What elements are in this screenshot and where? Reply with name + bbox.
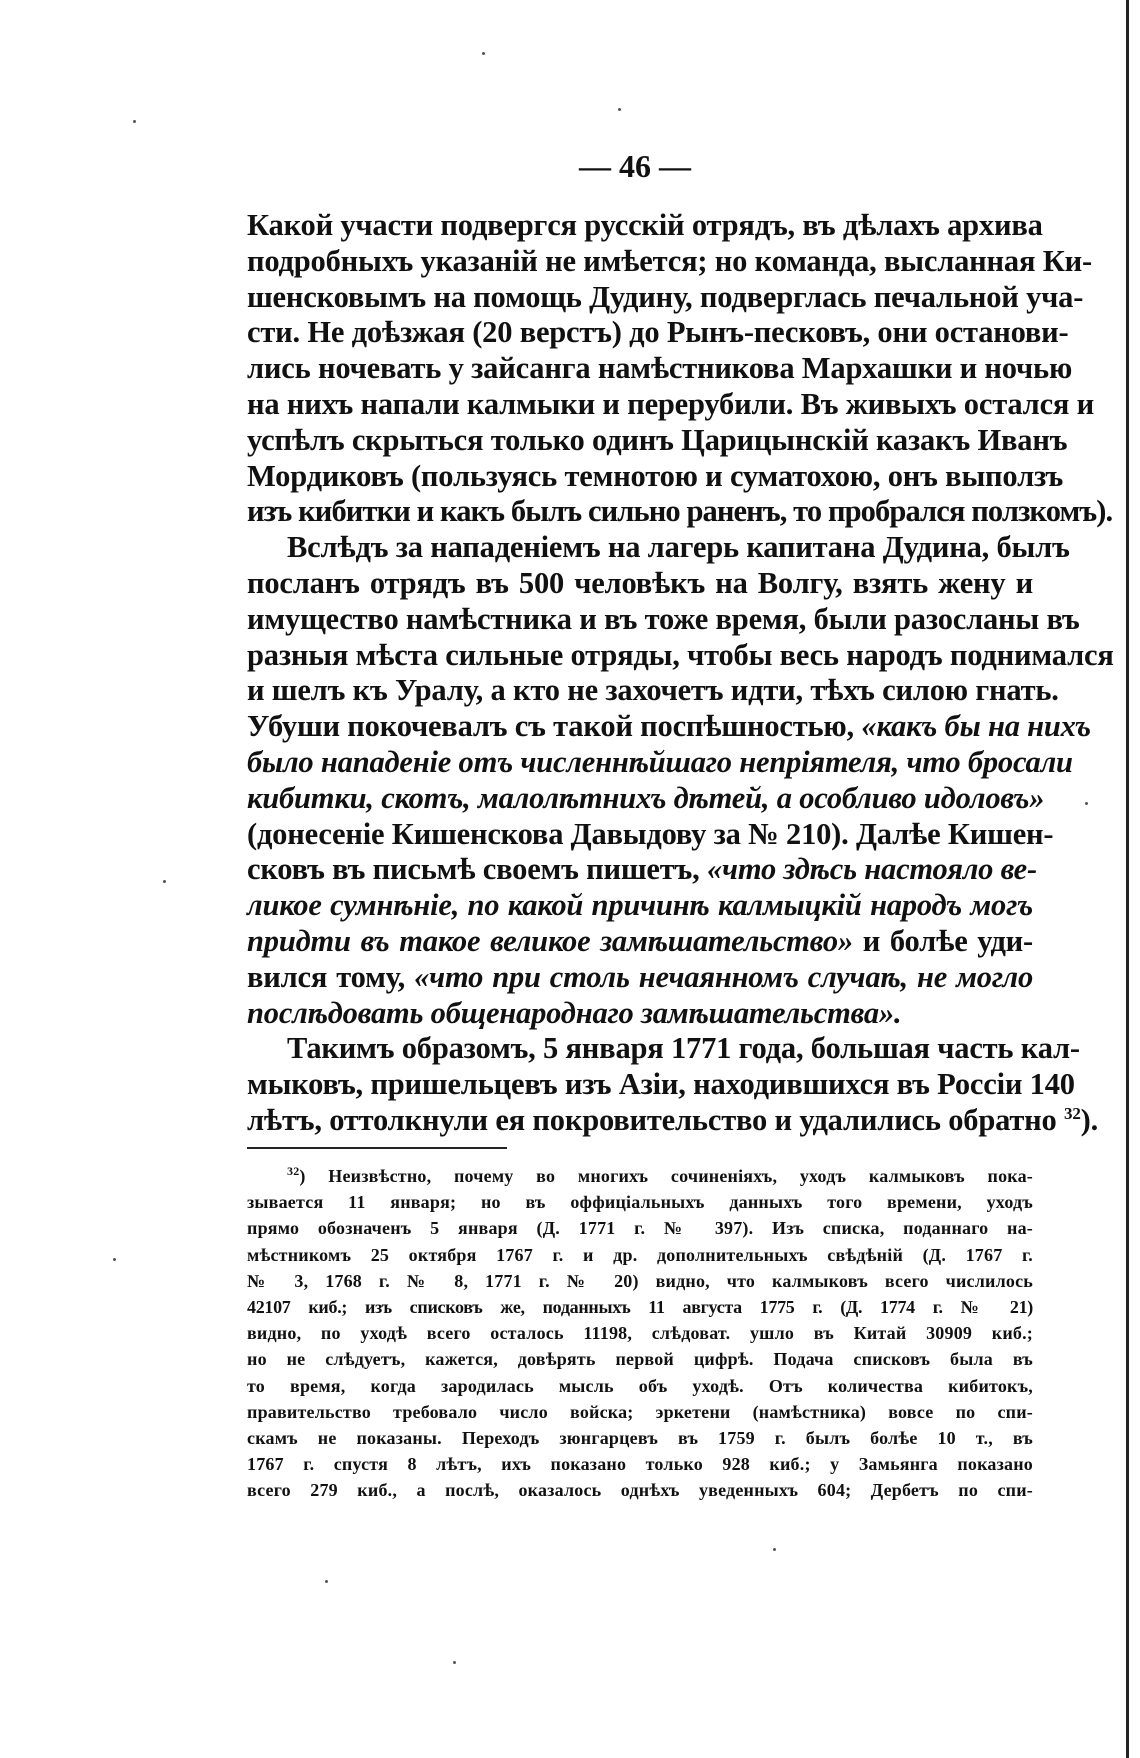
- text-line: разныя мѣста сильные отряды, чтобы весь народъ поднимался: [247, 637, 1114, 672]
- footnote: [247, 1163, 1033, 1504]
- text-line: подробныхъ указаній не имѣется; но команда, высланная Ки-: [247, 243, 1092, 278]
- footnote-line: 42107 киб.; изъ списковъ же, поданныхъ 11 августа 1775 г. (Д. 1774 г. № 21): [247, 1297, 1033, 1318]
- footnote-divider: [247, 1147, 507, 1149]
- plain-text: вился тому,: [247, 959, 415, 994]
- footnote-line: прямо обозначенъ 5 января (Д. 1771 г. № 397). Изъ списка, поданнаго на-: [247, 1218, 1033, 1239]
- text-line: шенсковымъ на помощь Дудину, подверглась печальной уча-: [247, 279, 1084, 314]
- paragraph-1: [247, 208, 1113, 530]
- scan-speck: [325, 1580, 328, 1583]
- text-line: [247, 924, 1033, 960]
- text-line: на нихъ напали калмыки и перерубили. Въ живыхъ остался и: [247, 386, 1095, 421]
- footnote-line: но не слѣдуетъ, кажется, довѣрять первой цифрѣ. Подача списковъ была въ: [247, 1349, 1033, 1370]
- footnote-reference[interactable]: 32: [1064, 1103, 1081, 1123]
- text-line: (донесеніе Кишенскова Давыдову за № 210). Далѣе Кишен-: [247, 816, 1054, 851]
- text-line: и шелъ къ Уралу, а кто не захочетъ идти, тѣхъ силою гнать.: [247, 673, 1059, 708]
- scan-speck: [113, 1258, 116, 1261]
- scan-speck: [1085, 802, 1088, 805]
- text-line: лись ночевать у зайсанга намѣстникова Мархашки и ночью: [247, 351, 1073, 386]
- quote-text: «что здѣсь настояло ве-: [706, 852, 1037, 887]
- quote-text: придти въ такое великое замѣшательство»: [247, 923, 853, 958]
- plain-text: ).: [1080, 1102, 1099, 1137]
- text-line: сти. Не доѣзжая (20 верстъ) до Рынъ-песковъ, они останови-: [247, 315, 1069, 350]
- plain-text: Убуши покочевалъ съ такой поспѣшностью,: [247, 709, 862, 744]
- quote-line: послѣдовать общенароднаго замѣшательства».: [247, 995, 902, 1030]
- plain-text: лѣтъ, оттолкнули ея покровительство и удалились обратно: [247, 1102, 1057, 1137]
- quote-text: «какъ бы на нихъ: [861, 709, 1091, 744]
- text-line: посланъ отрядъ въ 500 человѣкъ на Волгу, взять жену и: [247, 565, 1033, 600]
- text-line: мыковъ, пришельцевъ изъ Азіи, находившихся въ Россіи 140: [247, 1067, 1075, 1102]
- footnote-line: [247, 1163, 1033, 1189]
- paragraph-2: [247, 530, 1114, 1031]
- plain-text: сковъ въ письмѣ своемъ пишетъ,: [247, 852, 707, 887]
- main-text: [247, 208, 1114, 1139]
- quote-line: ликое сумнѣніе, по какой причинѣ калмыцкій народъ могъ: [247, 888, 1033, 923]
- footnote-text: ) Неизвѣстно, почему во многихъ сочиненіяхъ, уходъ калмыковъ пока-: [299, 1166, 1033, 1186]
- footnote-line: правительство требовало число войска; эркетени (намѣстника) вовсе по спи-: [247, 1401, 1033, 1422]
- footnote-line: то время, когда зародилась мысль объ уходѣ. Отъ количества кибитокъ,: [247, 1375, 1033, 1396]
- footnote-line: 1767 г. спустя 8 лѣтъ, ихъ показано только 928 киб.; у Замьянга показано: [247, 1454, 1033, 1475]
- scan-speck: [773, 1548, 776, 1551]
- text-line: изъ кибитки и какъ былъ сильно раненъ, то пробрался ползкомъ).: [247, 494, 1113, 529]
- scan-speck: [618, 108, 621, 111]
- text-line: [247, 709, 1091, 745]
- footnote-line: мѣстникомъ 25 октября 1767 г. и др. дополнительныхъ свѣдѣній (Д. 1767 г.: [247, 1244, 1033, 1265]
- quote-line: было нападеніе отъ численнѣйшаго непріятеля, что бросали: [247, 744, 1073, 779]
- footnote-line: видно, по уходѣ всего осталось 11198, слѣдоват. ушло въ Китай 30909 киб.;: [247, 1323, 1033, 1344]
- footnote-marker: 32: [287, 1164, 300, 1178]
- text-line: [247, 1102, 1099, 1139]
- scan-speck: [163, 880, 166, 883]
- text-line: имущество намѣстника и въ тоже время, были разосланы въ: [247, 601, 1080, 636]
- footnote-line: всего 279 киб., а послѣ, оказалось однѣхъ уведенныхъ 604; Дербетъ по спи-: [247, 1480, 1033, 1501]
- scan-speck: [133, 120, 136, 123]
- quote-line: кибитки, скотъ, малолѣтнихъ дѣтей, а особливо идоловъ»: [247, 780, 1045, 815]
- text-line: Такимъ образомъ, 5 января 1771 года, большая часть кал-: [287, 1031, 1080, 1066]
- text-line: [247, 960, 1033, 996]
- text-line: успѣлъ скрыться только одинъ Царицынскій казакъ Иванъ: [247, 422, 1068, 457]
- footnote-line: № 3, 1768 г. № 8, 1771 г. № 20) видно, что калмыковъ всего числилось: [247, 1270, 1033, 1291]
- quote-text: «что при столь нечаянномъ случаѣ, не могло: [414, 959, 1033, 994]
- text-line: Какой участи подвергся русскій отрядъ, въ дѣлахъ архива: [247, 208, 1043, 242]
- plain-text: и болѣе уди-: [852, 923, 1033, 958]
- page-edge-line: [1126, 0, 1129, 1758]
- scan-speck: [453, 1661, 456, 1664]
- text-line: Мордиковъ (пользуясь темнотою и суматохою, онъ выползъ: [247, 458, 1064, 493]
- footnote-line: зывается 11 января; но въ оффиціальныхъ данныхъ того времени, уходъ: [247, 1192, 1033, 1213]
- footnote-line: скамъ не показаны. Переходъ зюнгарцевъ въ 1759 г. былъ болѣе 10 т., въ: [247, 1428, 1033, 1449]
- text-line: [247, 852, 1037, 888]
- page-number: — 46 —: [579, 148, 691, 184]
- paragraph-3: [247, 1031, 1099, 1138]
- scan-speck: [482, 52, 485, 55]
- text-line: Вслѣдъ за нападеніемъ на лагерь капитана Дудина, былъ: [287, 530, 1070, 565]
